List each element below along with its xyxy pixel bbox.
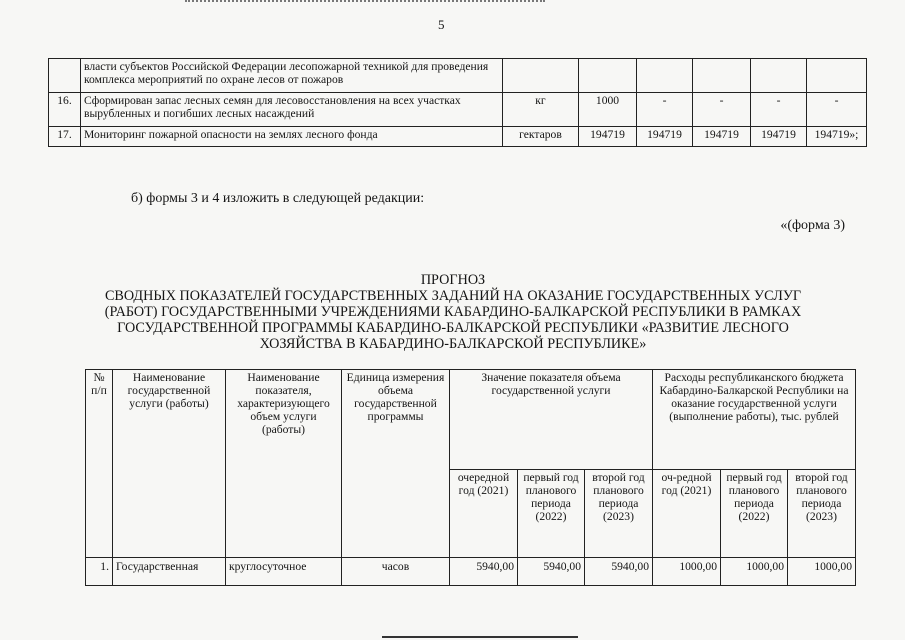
header-value-2022: первый год планового периода (2022) — [518, 470, 585, 558]
heading-line: (РАБОТ) ГОСУДАРСТВЕННЫМИ УЧРЕЖДЕНИЯМИ КАБАРДИНО-БАЛКАРСКОЙ РЕСПУБЛИКИ В РАМКАХ — [104, 304, 802, 320]
row-number: 16. — [49, 93, 81, 127]
header-expense-2022: первый год планового периода (2022) — [721, 470, 788, 558]
bottom-edge-line — [382, 636, 578, 638]
row-value-4: - — [751, 93, 807, 127]
header-num: № п/п — [86, 370, 113, 558]
row-number: 1. — [86, 558, 113, 586]
heading-line: ХОЗЯЙСТВА В КАБАРДИНО-БАЛКАРСКОЙ РЕСПУБЛИКЕ» — [259, 336, 647, 352]
row-value-1: 1000 — [579, 93, 637, 127]
row-value-2: - — [637, 93, 693, 127]
row-value-4: 194719 — [751, 127, 807, 147]
table-row — [86, 558, 856, 586]
row-text: власти субъектов Российской Федерации лесопожарной техникой для проведения комплекса мероприятий по охране лесов от пожаров — [81, 59, 503, 93]
row-text: Мониторинг пожарной опасности на землях лесного фонда — [81, 127, 503, 147]
row-indicator: круглосуточное — [226, 558, 342, 586]
row-value-5 — [807, 59, 867, 93]
header-service: Наименование государственной услуги (работы) — [113, 370, 226, 558]
document-heading — [62, 272, 844, 352]
top-edge-line — [185, 0, 545, 5]
row-number — [49, 59, 81, 93]
row-value-1 — [579, 59, 637, 93]
header-indicator: Наименование показателя, характеризующего объем услуги (работы) — [226, 370, 342, 558]
header-value-2021: очередной год (2021) — [450, 470, 518, 558]
row-value-2022: 5940,00 — [518, 558, 585, 586]
row-value-2021: 5940,00 — [450, 558, 518, 586]
header-value-2023: второй год планового периода (2023) — [585, 470, 653, 558]
row-value-2: 194719 — [637, 127, 693, 147]
table-row — [49, 93, 867, 127]
row-number: 17. — [49, 127, 81, 147]
row-value-1: 194719 — [579, 127, 637, 147]
row-value-3: 194719 — [693, 127, 751, 147]
row-unit: гектаров — [503, 127, 579, 147]
row-expense-2022: 1000,00 — [721, 558, 788, 586]
row-unit: кг — [503, 93, 579, 127]
row-expense-2023: 1000,00 — [788, 558, 856, 586]
row-value-2 — [637, 59, 693, 93]
heading-line: ГОСУДАРСТВЕННОЙ ПРОГРАММЫ КАБАРДИНО-БАЛКАРСКОЙ РЕСПУБЛИКИ «РАЗВИТИЕ ЛЕСНОГО — [117, 320, 789, 336]
header-expense-2021: оч-редной год (2021) — [653, 470, 721, 558]
table-row — [49, 127, 867, 147]
form-label: «(форма 3) — [780, 218, 845, 233]
row-value-3: - — [693, 93, 751, 127]
page-number: 5 — [438, 17, 445, 32]
header-unit: Единица измерения объема государственной программы — [342, 370, 450, 558]
row-value-4 — [751, 59, 807, 93]
header-row — [86, 370, 856, 470]
header-expense-2023: второй год планового периода (2023) — [788, 470, 856, 558]
row-value-5: 194719»; — [807, 127, 867, 147]
row-expense-2021: 1000,00 — [653, 558, 721, 586]
header-value-group: Значение показателя объема государственной услуги — [450, 370, 653, 470]
row-unit — [503, 59, 579, 93]
heading-line: ПРОГНОЗ — [420, 272, 486, 288]
forecast-table — [85, 369, 856, 586]
row-unit: часов — [342, 558, 450, 586]
table-row — [49, 59, 867, 93]
row-value-5: - — [807, 93, 867, 127]
indicators-table-continued — [48, 58, 867, 147]
row-text: Сформирован запас лесных семян для лесовосстановления на всех участках вырубленных и погибших лесных насаждений — [81, 93, 503, 127]
header-expense-group: Расходы республиканского бюджета Кабардино-Балкарской Республики на оказание государственной услуги (выполнение работы), тыс. рублей — [653, 370, 856, 470]
heading-line: СВОДНЫХ ПОКАЗАТЕЛЕЙ ГОСУДАРСТВЕННЫХ ЗАДАНИЙ НА ОКАЗАНИЕ ГОСУДАРСТВЕННЫХ УСЛУГ — [104, 288, 802, 304]
row-service: Государственная — [113, 558, 226, 586]
row-value-2023: 5940,00 — [585, 558, 653, 586]
intro-paragraph: б) формы 3 и 4 изложить в следующей редакции: — [131, 191, 425, 206]
row-value-3 — [693, 59, 751, 93]
